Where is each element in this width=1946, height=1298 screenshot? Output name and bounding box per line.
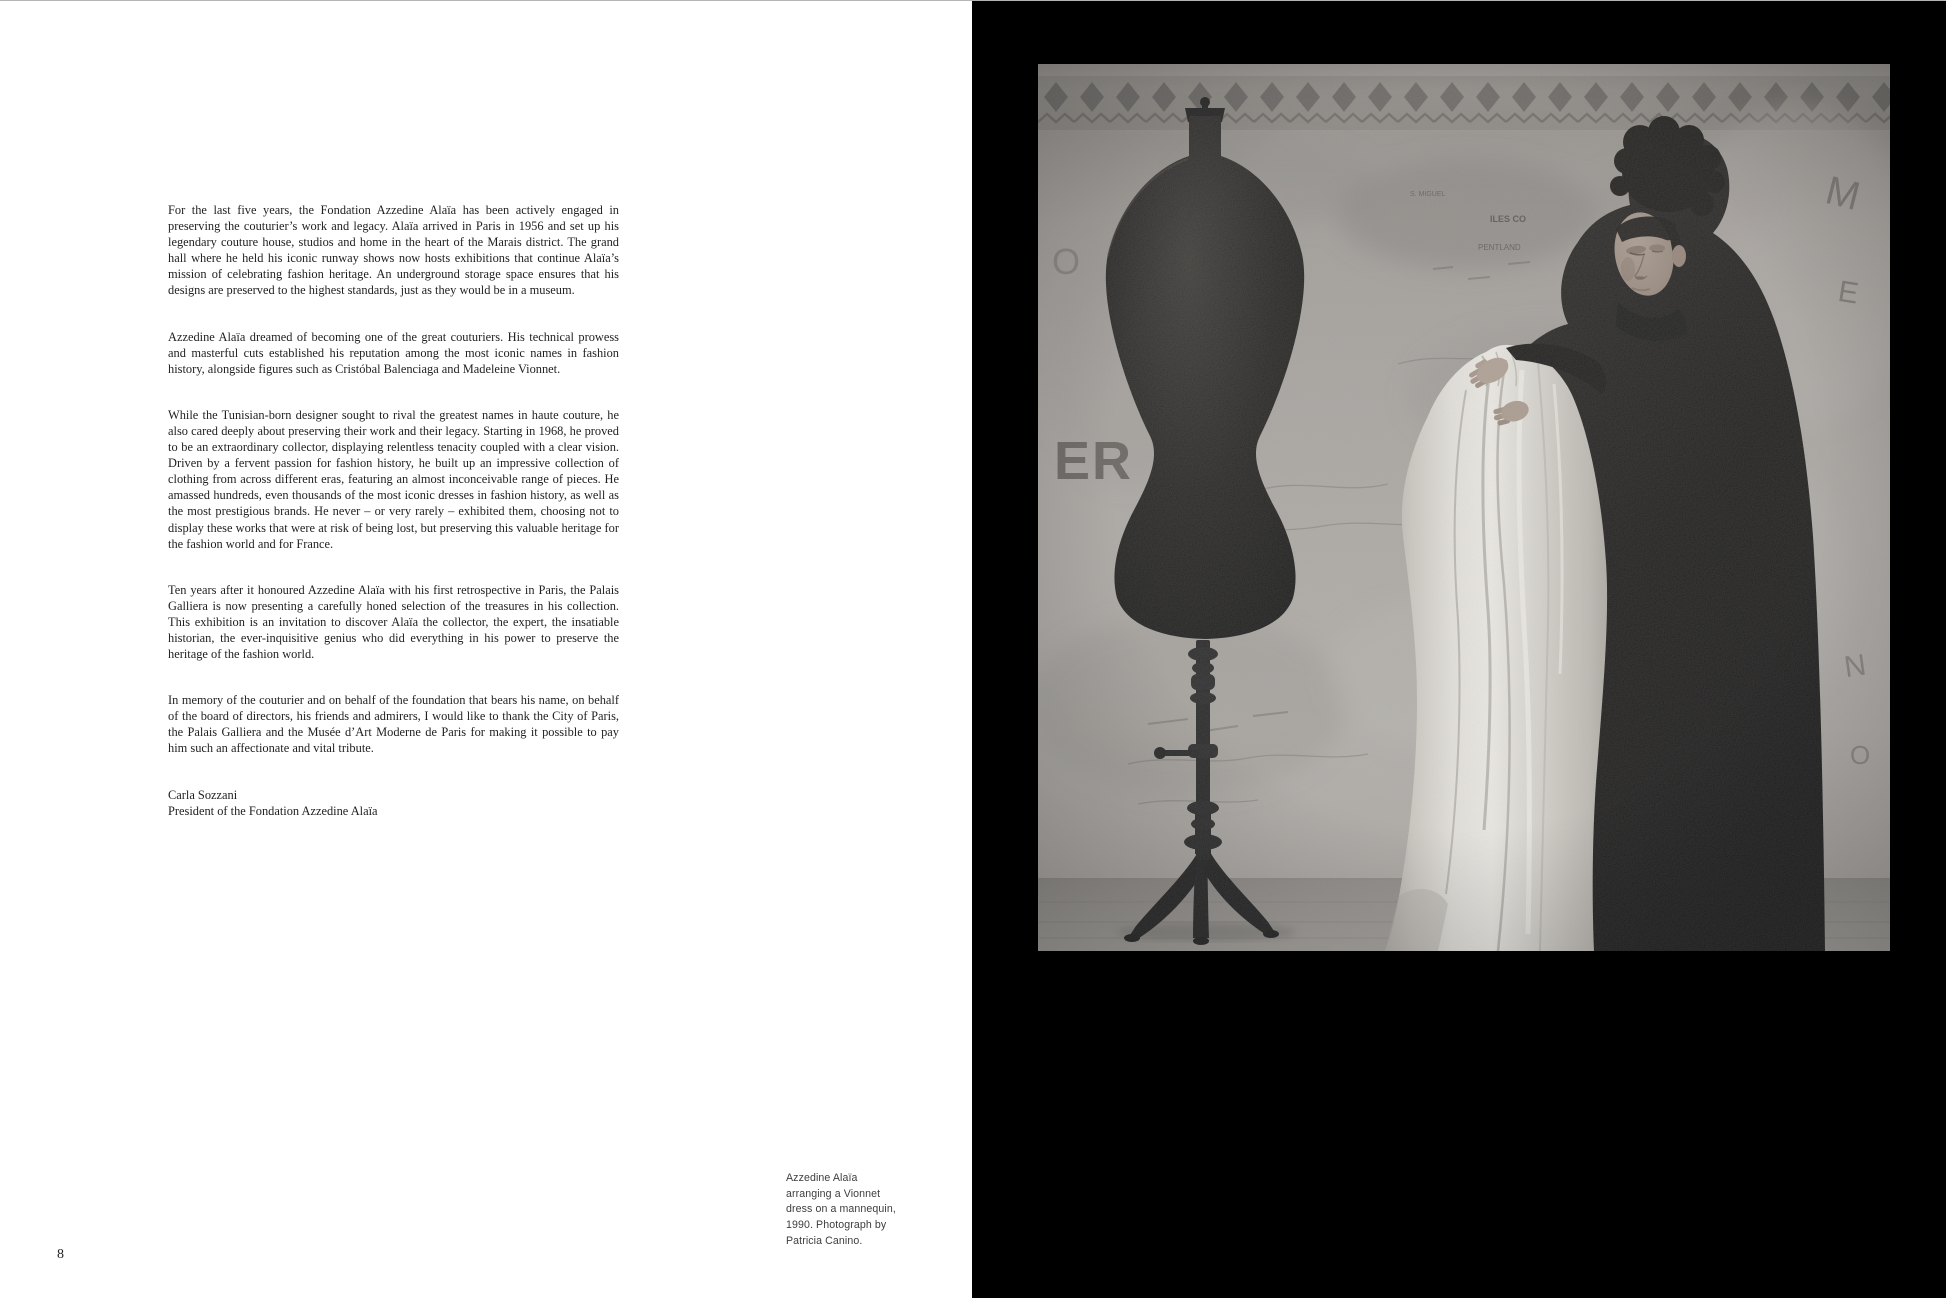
caption-line: Azzedine Alaïa: [786, 1172, 858, 1184]
preface-text: [168, 202, 619, 819]
page-number: 8: [57, 1247, 64, 1262]
caption-line: arranging a Vionnet: [786, 1187, 881, 1200]
preface-paragraph: Ten years after it honoured Azzedine Alaïa with his first retrospective in Paris, the Palais Galliera is now presenting a carefully honed selection of the treasures in his collection. This exhibition is an invitation to discover Alaïa the collector, the expert, the insatiable historian, the ever-inquisitive genius who did everything in his power to preserve the heritage of the fashion world.: [168, 582, 619, 662]
preface-paragraph: For the last five years, the Fondation Azzedine Alaïa has been actively engaged in preserving the couturier’s work and legacy. Alaïa arrived in Paris in 1956 and set up his legendary couture house, studios and home in the heart of the Marais district. The grand hall where he held his iconic runway shows now hosts exhibitions that continue Alaïa’s mission of celebrating fashion heritage. An underground storage space ensures that his designs are preserved to the highest standards, just as they would be in a museum.: [168, 203, 619, 298]
photo-caption: [786, 1171, 926, 1250]
caption-line: Patricia Canino.: [786, 1234, 863, 1247]
right-page: [972, 1, 1946, 1298]
vignette-overlay: [1038, 64, 1890, 951]
signature-name: Carla Sozzani: [168, 787, 238, 802]
left-page: [0, 1, 972, 1298]
signature-title: President of the Fondation Azzedine Alaïa: [168, 803, 378, 818]
caption-line: 1990. Photograph by: [786, 1219, 887, 1232]
caption-line: dress on a mannequin,: [786, 1203, 896, 1216]
preface-paragraph: While the Tunisian-born designer sought to rival the greatest names in haute couture, he also cared deeply about preserving their work and their legacy. Starting in 1968, he proved to be an extraordinary collector, displaying relentless tenacity coupled with a clear vision. Driven by a fervent passion for fashion history, he built up an impressive collection of clothing from across different eras, featuring an almost inconceivable range of pieces. He amassed hundreds, even thousands of the most iconic dresses in fashion history, as well as the most prestigious brands. He never – or very rarely – exhibited them, choosing not to display these works that were at risk of being lost, but preserving this valuable heritage for the fashion world and for France.: [168, 407, 619, 551]
preface-paragraph: Azzedine Alaïa dreamed of becoming one of the great couturiers. His technical prowess and masterful cuts established his reputation among the most iconic names in fashion history, alongside figures such as Cristóbal Balenciaga and Madeleine Vionnet.: [168, 329, 619, 376]
preface-paragraph: In memory of the couturier and on behalf of the foundation that bears his name, on behalf of the board of directors, his friends and admirers, I would like to thank the City of Paris, the Palais Galliera and the Musée d’Art Moderne de Paris for making it possible to pay him such an affectionate and vital tribute.: [168, 693, 619, 756]
signature-block: [168, 787, 619, 819]
photo-azzedine-alaia: [1038, 64, 1890, 951]
